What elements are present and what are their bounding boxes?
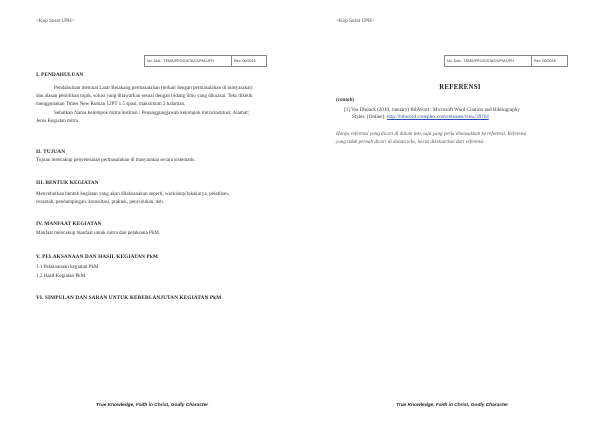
section-heading-pelaksanaan: V. PELAKSANAAN DAN HASIL KEGIATAN PkM (36, 254, 159, 260)
paragraph-line: Pendahuluan memuat Latar Belakang permasalahan (terkait dengan permasalahan di masyarakat) (54, 85, 253, 91)
list-item: 1.1 Pelaksanaan kegiatan PkM (36, 264, 99, 270)
section-heading-pendahuluan: I. PENDAHULUAN (36, 72, 84, 78)
paragraph-line: ceramah, pendampingan, konsultasi, praktek, penyuluhan, dsb. (36, 199, 165, 205)
references-note (336, 131, 578, 146)
list-item: 1.2 Hasil Kegiatan PkM (36, 273, 86, 279)
section-heading-tujuan: II. TUJUAN (36, 149, 66, 155)
paragraph-line: menggunakan Times New Roman 12PT 1.5 spasi, maksimum 2 halaman. (36, 101, 186, 107)
page-right (300, 0, 600, 424)
revision-number: Rev. 00/2016 (534, 59, 556, 63)
note-line: yang tidak pernah dicari di dalam teks, harus dikeluarkan dari referensi. (336, 138, 485, 145)
document-number: No. Dok.: TEMS/PROG/STA/03/PM-UPH (145, 56, 232, 66)
document-number-box (144, 55, 267, 67)
revision-number: Rev. 00/2016 (234, 59, 256, 63)
section-heading-simpulan: VI. SIMPULAN DAN SARAN UNTUK KEBERLANJUTAN KEGIATAN PkM (36, 295, 222, 301)
page-footer-motto: True Knowledge, Faith in Christ, Godly Character (396, 403, 509, 408)
paragraph-line: Manfaat mencakup manfaat untuk mitra dan pelaksana PkM. (36, 230, 161, 236)
paragraph-line: Jenis Kegiatan mitra. (36, 118, 80, 124)
page-footer-motto: True Knowledge, Faith in Christ, Godly Character (96, 403, 209, 408)
paragraph-line: Menyebutkan bentuk kegiatan yang akan dilaksanakan seperti, workshop/lokakarya, pelatihan, (36, 191, 230, 197)
reference-link[interactable]: http://bibword.codeplex.com/releases/view/39764 (386, 114, 489, 121)
section-heading-manfaat-kegiatan: IV. MANFAAT KEGIATAN (36, 221, 102, 227)
document-number-box (444, 55, 568, 67)
paragraph-line: dan alasan pemilihan topik, solusi yang ditawarkan sesuai dengan bidang ilmu yang dikuasai. Teks diketik (36, 93, 253, 99)
section-heading-bentuk-kegiatan: III. BENTUK KEGIATAN (36, 180, 99, 186)
paragraph-line: Sebutkan Nama kelompok mitra/institusi ; Penanggungjawab kelompok mitra/institusi; Alamat; (54, 110, 249, 116)
letterhead-placeholder: <Kop Surat UPH> (36, 18, 75, 24)
note-line: Hanya referensi yang dicari di dalam teks saja yang perlu dimasukkan ke referensi. Referensi (336, 131, 527, 137)
reference-line: [1] Vas Dhonck (2010, January) BibWord : Microsoft Word Citation and Bibliography (344, 107, 520, 113)
references-title: REFERENSI (439, 84, 481, 91)
example-label: (contoh) (336, 97, 355, 103)
reference-line (344, 114, 574, 121)
reference-entry (344, 107, 574, 122)
reference-prefix: Styles. [Online]: (352, 114, 386, 121)
document-number: No. Dok.: TEMS/PROG/STA/03/PM-UPH (445, 56, 532, 66)
letterhead-placeholder: <Kop Surat UPH> (336, 18, 375, 24)
paragraph-line: Tujuan mencakup penyelesaian permasalahan di masyarakat secara sistematis. (36, 157, 196, 163)
